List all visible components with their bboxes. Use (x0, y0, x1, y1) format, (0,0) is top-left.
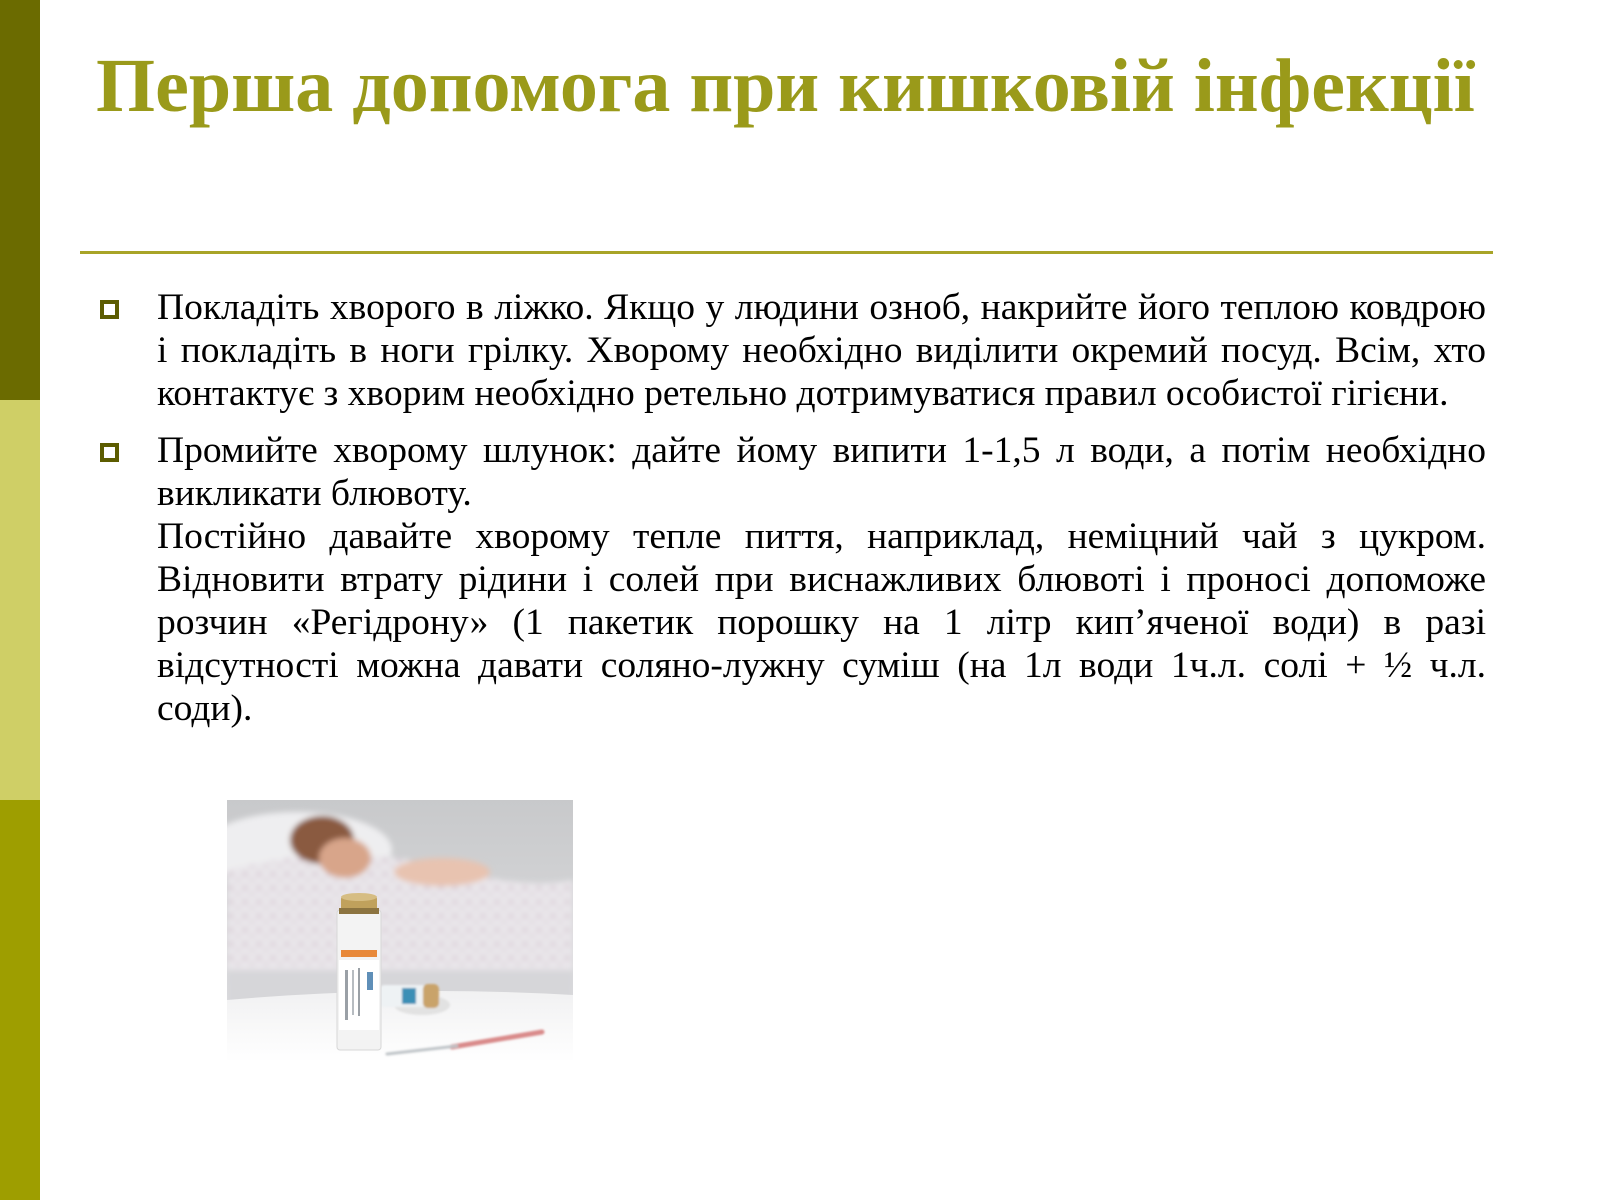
hollow-square-bullet-icon (100, 300, 119, 319)
side-band-middle (0, 400, 40, 800)
photo-illustration (227, 800, 573, 1062)
side-band-top (0, 0, 40, 400)
bullet-item (96, 286, 1486, 415)
sick-person-in-bed-photo (227, 800, 573, 1062)
bullet-list (96, 286, 1486, 744)
side-band-bottom (0, 800, 40, 1200)
bullet-paragraph: Промийте хворому шлунок: дайте йому випити 1-1,5 л води, а потім необхідно викликати блювоту. (157, 430, 1486, 514)
title-underline (80, 251, 1493, 254)
slide-title: Перша допомога при кишковій інфекції (96, 44, 1475, 128)
bullet-paragraph: Постійно давайте хворому тепле пиття, наприклад, неміцний чай з цукром. Відновити втрату рідини і солей при виснажливих блювоті і проносі допоможе розчин «Регідрону» (1 пакетик порошку на 1 літр кип’яченої води) в разі відсутності можна давати соляно-лужну суміш (на 1л води 1ч.л. солі + ½ ч.л. соди). (157, 516, 1486, 729)
bullet-paragraph: Покладіть хворого в ліжко. Якщо у людини озноб, накрийте його теплою ковдрою і покладіть в ноги грілку. Хворому необхідно виділити окремий посуд. Всім, хто контактує з хворим необхідно ретельно дотримуватися правил особистої гігієни. (157, 287, 1486, 414)
hollow-square-bullet-icon (100, 443, 119, 462)
bullet-item (96, 429, 1486, 730)
